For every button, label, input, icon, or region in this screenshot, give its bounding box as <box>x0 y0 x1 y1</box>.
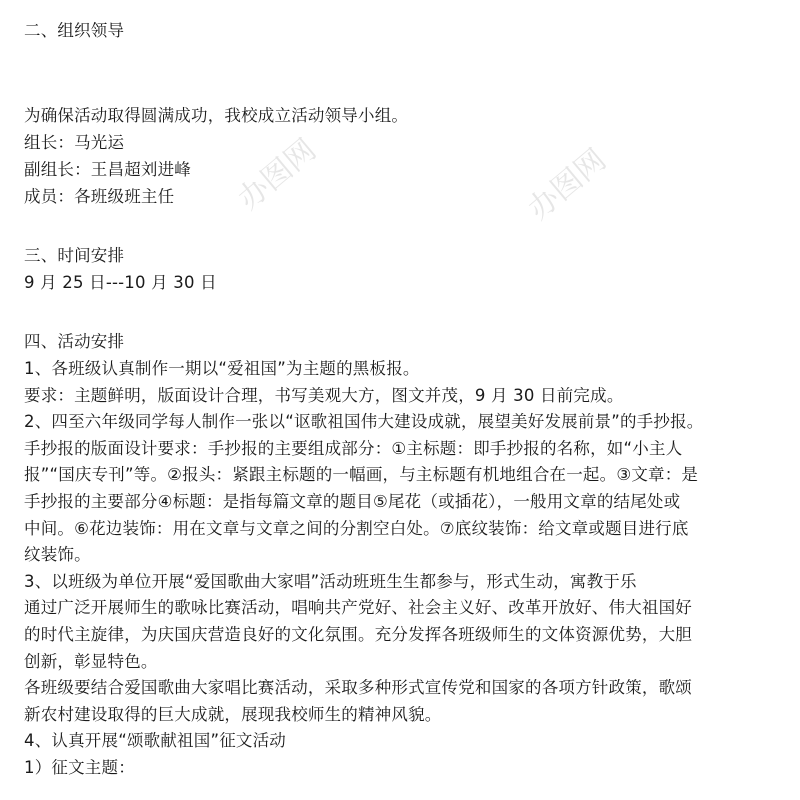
section-heading-schedule: 三、时间安排 <box>24 246 125 265</box>
section-heading-activities: 四、活动安排 <box>24 332 125 351</box>
members-line: 成员：各班级班主任 <box>24 187 175 206</box>
watermark-text: 办图网 <box>521 142 613 228</box>
schedule-dates: 9 月 25 日---10 月 30 日 <box>24 273 217 292</box>
deputy-leader-line: 副组长：王昌超刘进峰 <box>24 160 191 179</box>
activity-line: 4、认真开展“颂歌献祖国”征文活动 <box>24 731 286 751</box>
activity-line: 各班级要结合爱国歌曲大家唱比赛活动，采取多种形式宣传党和国家的各项方针政策，歌颂 <box>24 678 692 698</box>
activity-line: 中间。⑥花边装饰：用在文章与文章之间的分割空白处。⑦底纹装饰：给文章或题目进行底 <box>24 518 689 538</box>
activity-line: 创新，彰显特色。 <box>24 651 158 671</box>
activity-line: 报”“国庆专刊”等。②报头：紧跟主标题的一幅画，与主标题有机地组合在一起。③文章：是 <box>24 465 699 485</box>
activity-line: 手抄报的主要部分④标题：是指每篇文章的题目⑤尾花（或插花），一般用文章的结尾处或 <box>24 492 681 511</box>
section-heading-leadership: 二、组织领导 <box>24 21 125 40</box>
leadership-intro: 为确保活动取得圆满成功，我校成立活动领导小组。 <box>24 106 409 125</box>
watermark-text-secondary: 办图网 <box>231 132 323 218</box>
activity-line: 2、四至六年级同学每人制作一张以“讴歌祖国伟大建设成就，展望美好发展前景”的手抄报。 <box>24 412 704 432</box>
activity-line: 3、以班级为单位开展“爱国歌曲大家唱”活动班班生生都参与，形式生动，寓教于乐 <box>24 571 637 591</box>
activity-line: 纹装饰。 <box>24 545 91 565</box>
activity-line: 1、各班级认真制作一期以“爱祖国”为主题的黑板报。 <box>24 359 420 378</box>
activity-line: 新农村建设取得的巨大成就，展现我校师生的精神风貌。 <box>24 704 442 724</box>
activity-line: 的时代主旋律，为庆国庆营造良好的文化氛围。充分发挥各班级师生的文体资源优势，大胆 <box>24 625 692 644</box>
activity-line: 要求：主题鲜明，版面设计合理，书写美观大方，图文并茂，9 月 30 日前完成。 <box>24 385 624 405</box>
activity-line: 手抄报的版面设计要求：手抄报的主要组成部分：①主标题：即手抄报的名称，如“小主人 <box>24 438 683 458</box>
activity-line: 1）征文主题： <box>24 758 135 777</box>
activity-line: 通过广泛开展师生的歌咏比赛活动，唱响共产党好、社会主义好、改革开放好、伟大祖国好 <box>24 598 692 618</box>
leader-line: 组长：马光运 <box>24 133 125 152</box>
